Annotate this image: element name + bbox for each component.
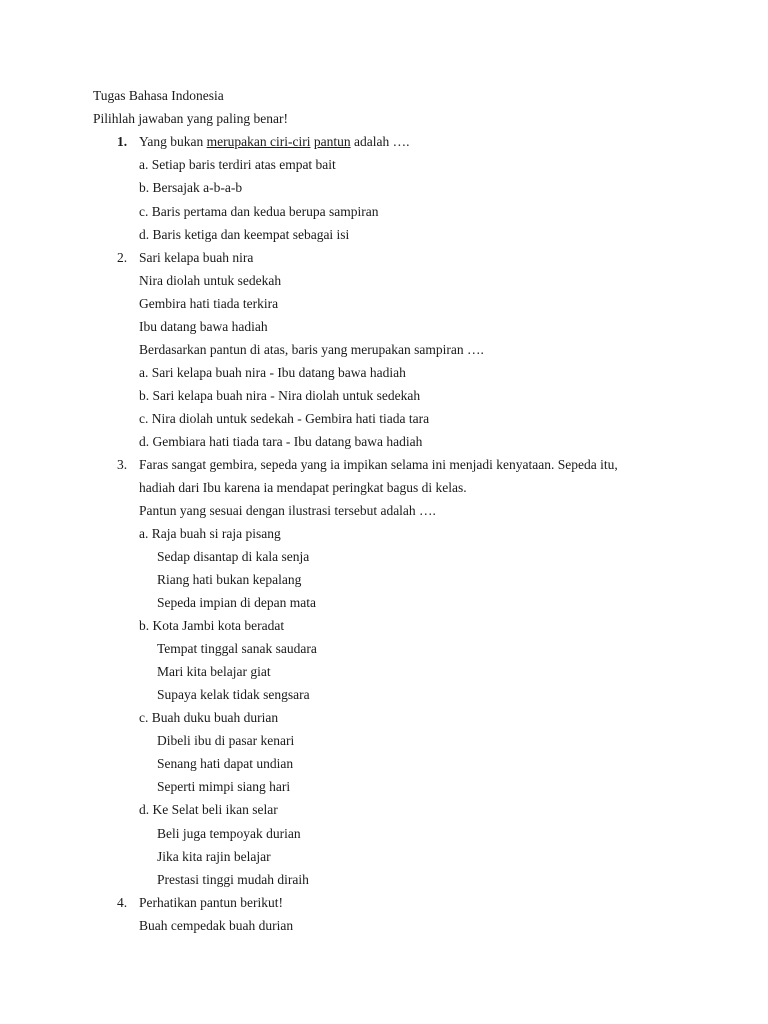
question-2-stem: Berdasarkan pantun di atas, baris yang merupakan sampiran …. xyxy=(139,342,484,357)
question-1-stem-part: Yang bukan xyxy=(139,134,207,149)
question-2-option-b: b. Sari kelapa buah nira - Nira diolah untuk sedekah xyxy=(139,388,421,403)
question-3-option-a-line: Riang hati bukan kepalang xyxy=(157,572,302,587)
question-3-option-a-line: Sedap disantap di kala senja xyxy=(157,549,310,564)
question-3-option-d-line: Beli juga tempoyak durian xyxy=(157,826,301,841)
question-number-1: 1. xyxy=(117,134,128,149)
question-number-4: 4. xyxy=(117,895,128,910)
question-3-option-d: d. Ke Selat beli ikan selar xyxy=(139,802,278,817)
question-3-option-a: a. Raja buah si raja pisang xyxy=(139,526,281,541)
document-title: Tugas Bahasa Indonesia xyxy=(93,88,224,103)
question-1-option-d: d. Baris ketiga dan keempat sebagai isi xyxy=(139,227,350,242)
question-3-option-d-line: Jika kita rajin belajar xyxy=(157,849,271,864)
question-2-option-c: c. Nira diolah untuk sedekah - Gembira hati tiada tara xyxy=(139,411,430,426)
question-1-underlined-term: pantun xyxy=(313,134,351,149)
question-3-option-c-line: Seperti mimpi siang hari xyxy=(157,779,291,794)
question-1-option-c: c. Baris pertama dan kedua berupa sampiran xyxy=(139,204,379,219)
question-1-option-b: b. Bersajak a-b-a-b xyxy=(139,180,243,195)
question-3-option-b-line: Tempat tinggal sanak saudara xyxy=(157,641,317,656)
question-1-option-a: a. Setiap baris terdiri atas empat bait xyxy=(139,157,336,172)
question-2-pantun-line: Sari kelapa buah nira xyxy=(139,250,254,265)
question-2-pantun-line: Gembira hati tiada terkira xyxy=(139,296,279,311)
question-1-underlined-term: merupakan ciri-ciri xyxy=(206,134,311,149)
question-1-stem xyxy=(139,134,409,150)
question-1-stem-part: adalah …. xyxy=(350,134,410,149)
question-4-pantun-line: Buah cempedak buah durian xyxy=(139,918,294,933)
question-3-option-c-line: Senang hati dapat undian xyxy=(157,756,294,771)
question-number-2: 2. xyxy=(117,250,128,265)
question-3-option-b: b. Kota Jambi kota beradat xyxy=(139,618,285,633)
question-2-pantun-line: Nira diolah untuk sedekah xyxy=(139,273,282,288)
question-2-pantun-line: Ibu datang bawa hadiah xyxy=(139,319,268,334)
instruction-text: Pilihlah jawaban yang paling benar! xyxy=(93,111,288,126)
question-3-option-a-line: Sepeda impian di depan mata xyxy=(157,595,316,610)
question-3-option-c-line: Dibeli ibu di pasar kenari xyxy=(157,733,295,748)
question-3-option-c: c. Buah duku buah durian xyxy=(139,710,279,725)
question-3-option-b-line: Mari kita belajar giat xyxy=(157,664,271,679)
question-2-option-d: d. Gembiara hati tiada tara - Ibu datang bawa hadiah xyxy=(139,434,423,449)
question-3-option-b-line: Supaya kelak tidak sengsara xyxy=(157,687,310,702)
question-3-stem-line: Faras sangat gembira, sepeda yang ia impikan selama ini menjadi kenyataan. Sepeda itu, xyxy=(139,457,618,472)
question-3-option-d-line: Prestasi tinggi mudah diraih xyxy=(157,872,309,887)
question-number-3: 3. xyxy=(117,457,128,472)
question-4-stem: Perhatikan pantun berikut! xyxy=(139,895,283,910)
question-3-stem-line: hadiah dari Ibu karena ia mendapat peringkat bagus di kelas. xyxy=(139,480,467,495)
question-3-stem-line: Pantun yang sesuai dengan ilustrasi tersebut adalah …. xyxy=(139,503,436,518)
question-2-option-a: a. Sari kelapa buah nira - Ibu datang bawa hadiah xyxy=(139,365,406,380)
